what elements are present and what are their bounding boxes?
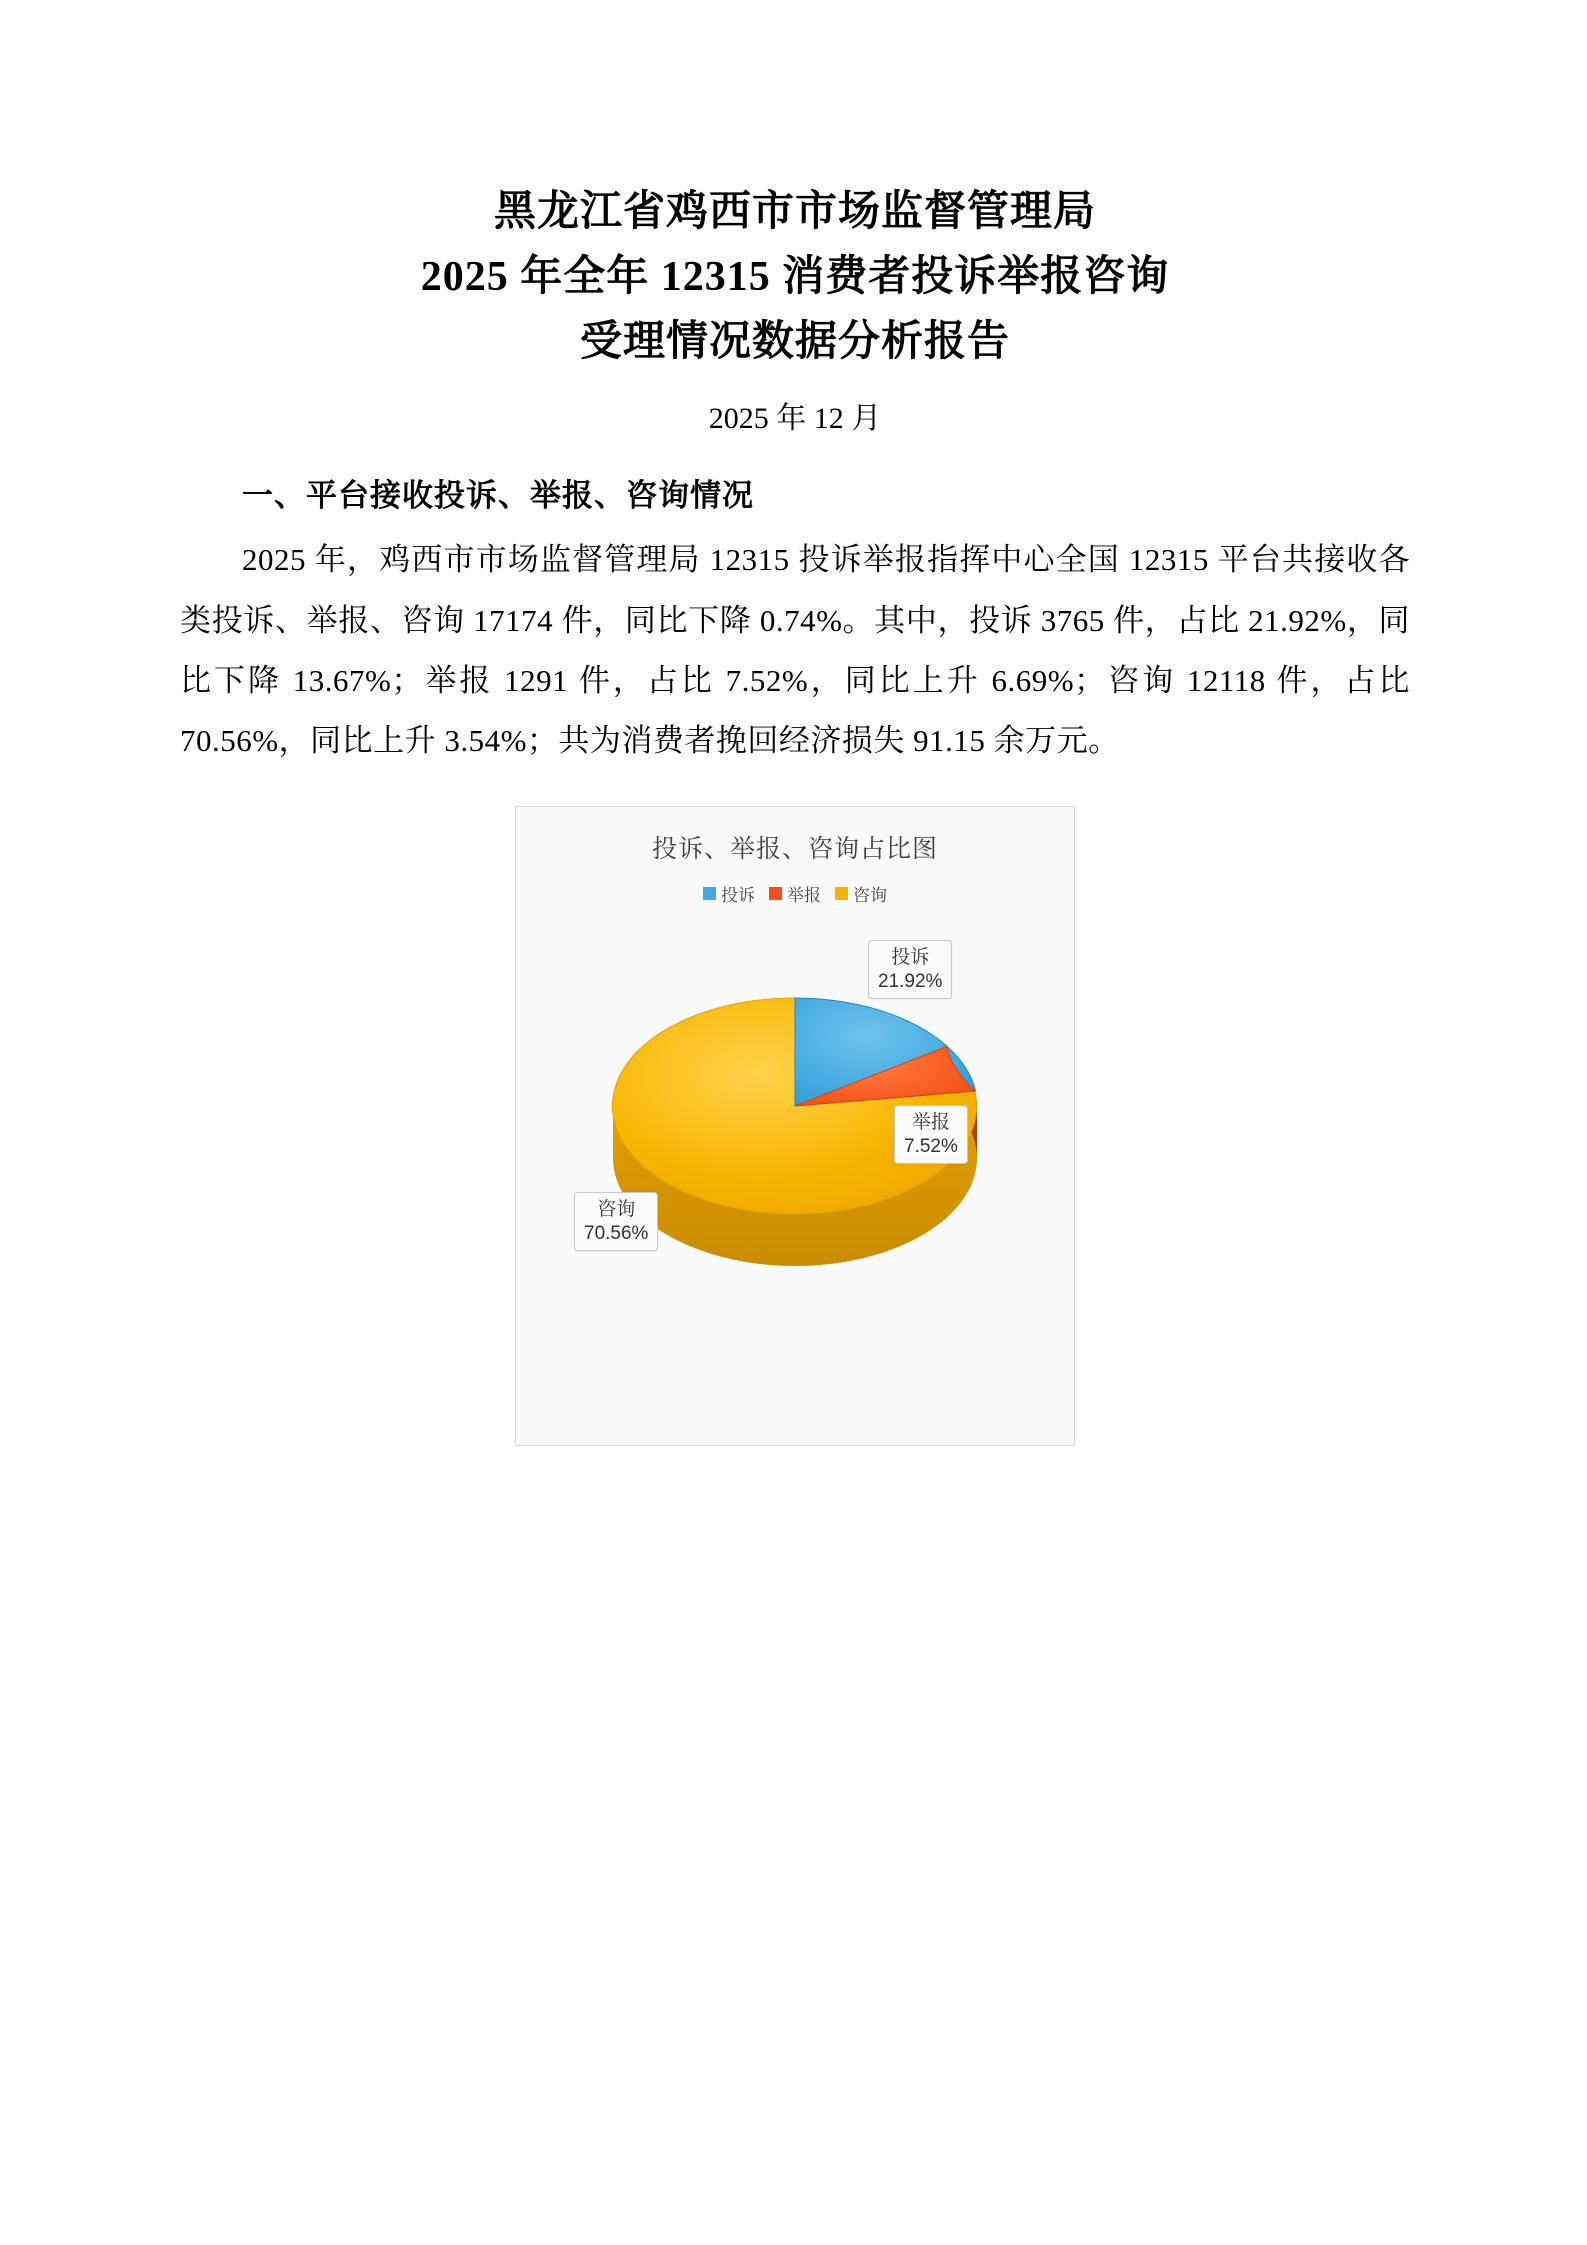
document-date: 2025 年 12 月 <box>708 402 882 436</box>
legend-item-tousu <box>703 881 755 906</box>
title-line-3: 受理情况数据分析报告 <box>579 319 1010 366</box>
pie-chart <box>515 806 1075 1446</box>
section-paragraph-1: 2025 年，鸡西市市场监督管理局 12315 投诉举报指挥中心全国 12315 平台共接收各类投诉、举报、咨询 17174 件，同比下降 0.74%。其中，投诉 3765 件，占比 21.92%，同比下降 13.67%；举报 1291 件，占比 7.52%，同比上升 6.69%；咨询 12118 件，占比 70.56%，同比上升 3.54%；共为消费者挽回经济损失 91.15 余万元。 <box>180 542 1410 759</box>
pie-plot-area <box>516 910 1074 1340</box>
callout-tousu <box>868 940 952 1000</box>
legend-swatch-zixun <box>835 887 848 900</box>
legend-item-zixun <box>835 881 887 906</box>
legend-swatch-jubao <box>769 887 782 900</box>
legend-label-jubao: 举报 <box>787 885 821 905</box>
section-heading-1: 一、平台接收投诉、举报、咨询情况 <box>242 478 754 514</box>
legend-item-jubao <box>769 881 821 906</box>
callout-jubao <box>894 1105 968 1165</box>
callout-zixun <box>574 1192 658 1252</box>
chart-title: 投诉、举报、咨询占比图 <box>651 834 938 863</box>
legend-swatch-tousu <box>703 887 716 900</box>
document-body <box>180 180 1410 1446</box>
callout-jubao-label: 举报 <box>911 1111 950 1133</box>
callout-zixun-value: 70.56% <box>584 1222 649 1244</box>
legend-label-tousu: 投诉 <box>721 885 755 905</box>
legend-label-zixun: 咨询 <box>853 885 887 905</box>
title-line-2: 2025 年全年 12315 消费者投诉举报咨询 <box>420 254 1170 301</box>
title-line-1: 黑龙江省鸡西市市场监督管理局 <box>493 189 1096 235</box>
callout-tousu-label: 投诉 <box>891 946 930 968</box>
callout-jubao-value: 7.52% <box>904 1135 958 1157</box>
callout-zixun-label: 咨询 <box>597 1198 636 1220</box>
document-title <box>180 180 1410 375</box>
callout-tousu-value: 21.92% <box>878 970 943 992</box>
chart-legend <box>516 881 1074 906</box>
